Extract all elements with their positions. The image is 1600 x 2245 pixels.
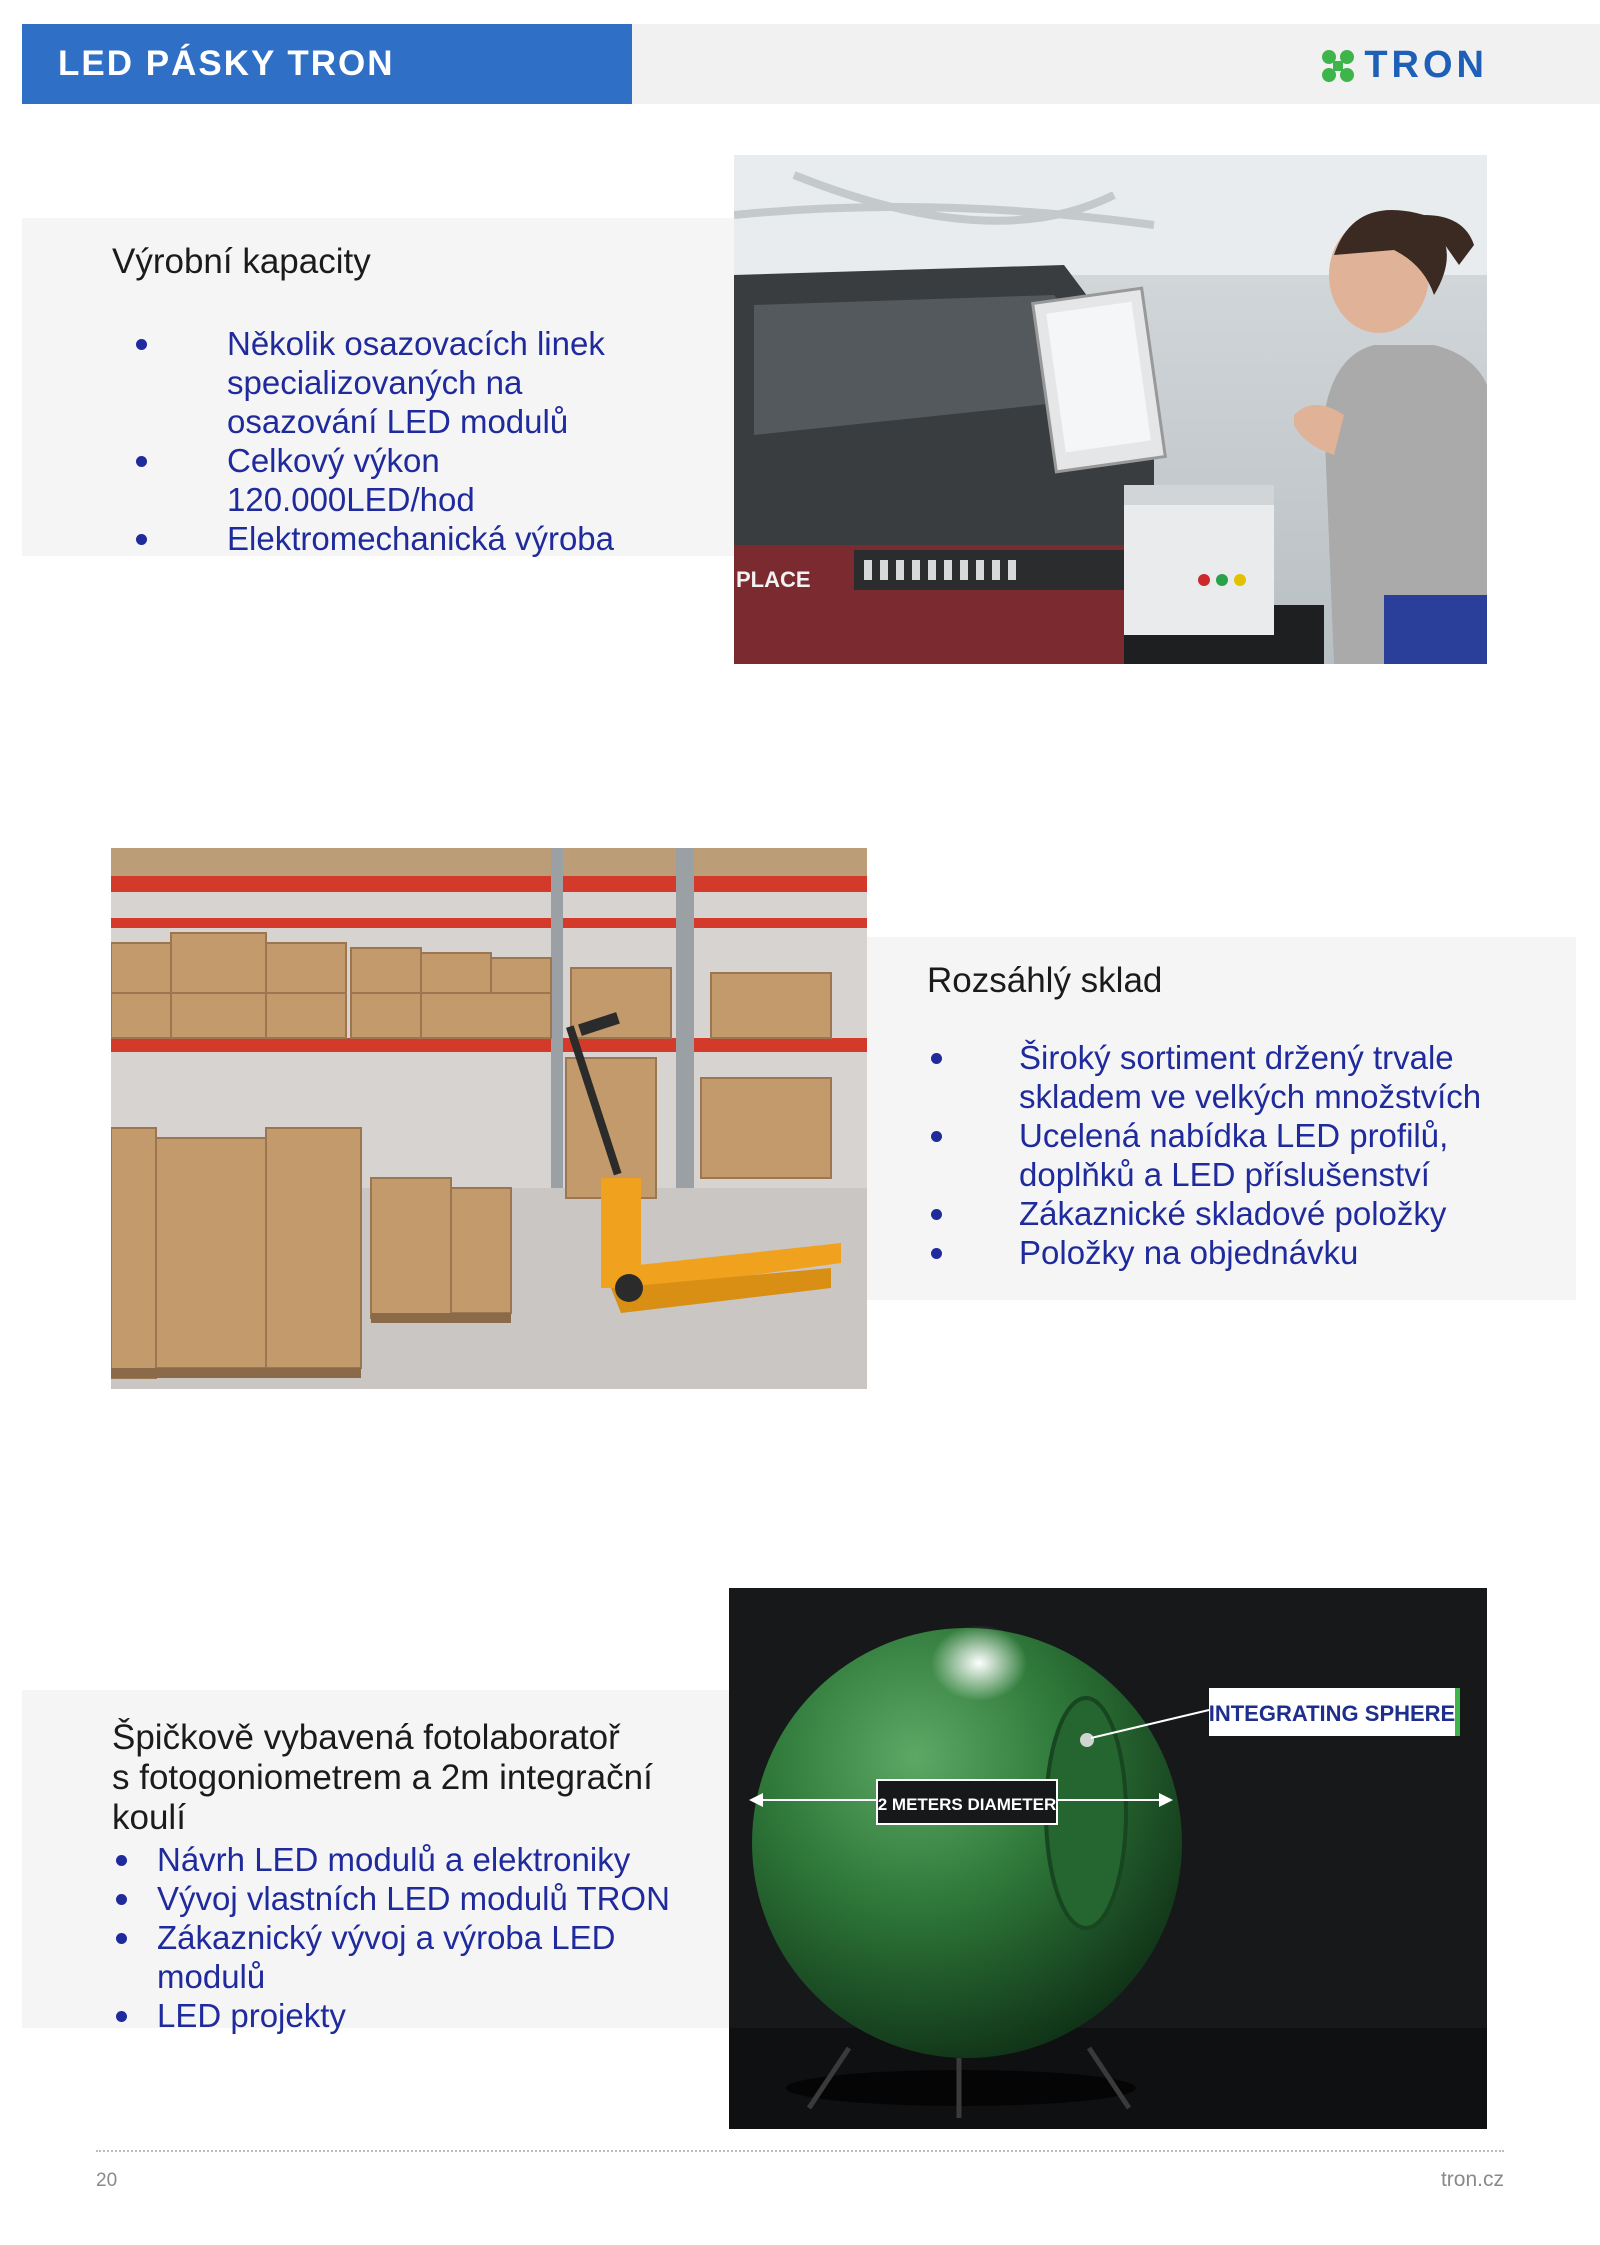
machine-label: PLACE [736, 567, 811, 592]
warehouse-photo [111, 848, 867, 1389]
list-item: Vývoj vlastních LED modulů TRON [112, 1879, 712, 1918]
list-item: Položky na objednávku [927, 1233, 1547, 1272]
photolab-panel [22, 1690, 729, 2034]
bullet-icon [931, 1248, 942, 1259]
tron-logo-icon [1320, 48, 1356, 84]
bullet-icon [931, 1131, 942, 1142]
section-heading: Výrobní kapacity [112, 242, 371, 281]
list-item: Široký sortiment držený trvale skladem ve velkých množstvích [927, 1038, 1547, 1116]
footer-divider [96, 2150, 1504, 2152]
bullet-icon [931, 1209, 942, 1220]
factory-photo [734, 155, 1487, 664]
list-item: Několik osazovacích linek specializovaných na osazování LED modulů [112, 324, 652, 441]
production-capacity-panel [22, 218, 734, 556]
logo-text: TRON [1364, 44, 1488, 86]
tron-logo [1320, 44, 1488, 87]
list-item: Celkový výkon 120.000LED/hod [112, 441, 652, 519]
list-item: Zákaznický vývoj a výroba LED modulů [112, 1918, 712, 1996]
bullet-icon [136, 339, 147, 350]
sphere-label: INTEGRATING SPHERE [1208, 1701, 1456, 1726]
bullet-icon [116, 1894, 127, 1905]
section-heading-line-1: Špičkově vybavená fotolaboratoř [112, 1718, 620, 1757]
diameter-label: 2 METERS DIAMETER [877, 1795, 1057, 1814]
integrating-sphere-photo [729, 1588, 1487, 2129]
list-item: Ucelená nabídka LED profilů, doplňků a LED příslušenství [927, 1116, 1547, 1194]
bullet-icon [931, 1053, 942, 1064]
bullet-icon [136, 534, 147, 545]
bullet-icon [116, 1855, 127, 1866]
list-item: LED projekty [112, 1996, 712, 2035]
bullet-icon [136, 456, 147, 467]
bullet-icon [116, 2011, 127, 2022]
header-title-bar [22, 24, 632, 104]
section-heading-line-2: s fotogoniometrem a 2m integrační koulí [112, 1758, 653, 1837]
list-item: Zákaznické skladové položky [927, 1194, 1547, 1233]
header-logo-bar [632, 24, 1600, 104]
section-heading: Rozsáhlý sklad [927, 961, 1163, 1000]
footer-url: tron.cz [1440, 2168, 1504, 2191]
bullet-icon [116, 1933, 127, 1944]
list-item: Elektromechanická výroba [112, 519, 652, 558]
page-title: LED PÁSKY TRON [58, 44, 395, 83]
page-number: 20 [96, 2170, 118, 2191]
warehouse-panel [867, 937, 1576, 1300]
list-item: Návrh LED modulů a elektroniky [112, 1840, 712, 1879]
